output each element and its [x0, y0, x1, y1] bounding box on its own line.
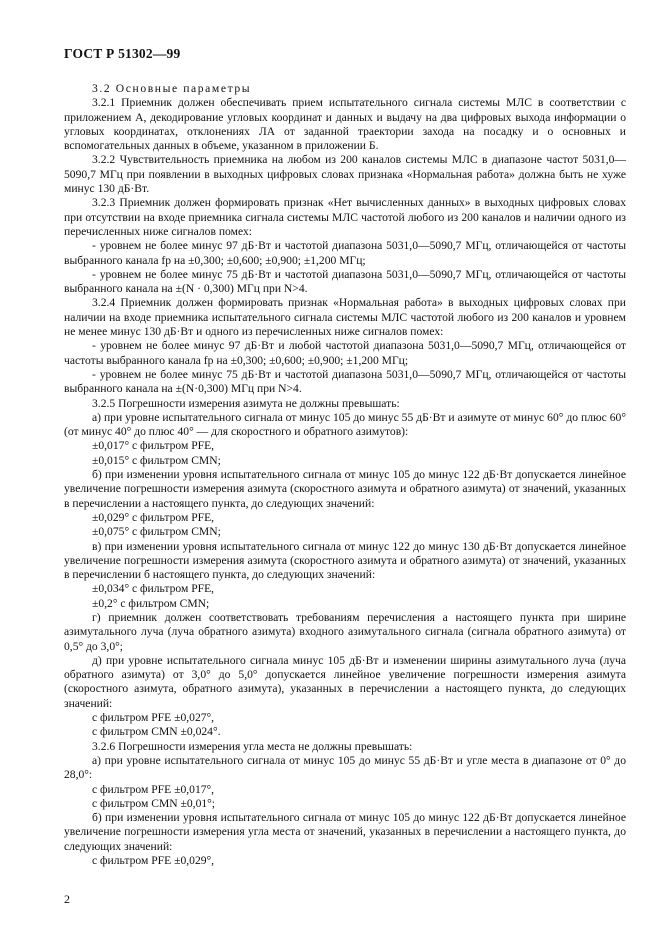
- paragraph: 3.2.6 Погрешности измерения угла места не должны превышать:: [92, 739, 413, 753]
- value-line: с фильтром PFE ±0,027°,: [92, 711, 215, 725]
- page-number: 2: [64, 892, 70, 906]
- list-item: б) при изменении уровня испытательного сигнала от минус 105 до минус 122 дБ·Вт допускается линейное увеличение погрешности измерения азимута (скоростного азимута и обратного азимута) от значений, указанных в перечислении а настоящего пункта, до следующих значений:: [64, 468, 626, 510]
- value-line: ±0,034° с фильтром PFE,: [92, 582, 215, 596]
- value-line: ±0,075° с фильтром CMN;: [92, 525, 221, 539]
- value-line: с фильтром CMN ±0,024°.: [92, 725, 221, 739]
- value-line: ±0,2° с фильтром CMN;: [92, 596, 210, 610]
- list-item: а) при уровне испытательного сигнала от минус 105 до минус 55 дБ·Вт и угле места в диапазоне от 0° до 28,0°:: [64, 753, 626, 782]
- paragraph: 3.2.5 Погрешности измерения азимута не должны превышать:: [92, 396, 400, 410]
- paragraph: 3.2.2 Чувствительность приемника на любом из 200 каналов системы МЛС в диапазоне частот 5031,0—5090,7 МГц при появлении в выходных цифровых словах признака «Нормальная работа» должна быть не хуже минус 130 дБ·Вт.: [64, 153, 626, 196]
- list-item: д) при уровне испытательного сигнала минус 105 дБ·Вт и изменении ширины азимутального луча (луча обратного азимута) от 3,0° до 5,0° допускается линейное увеличение погрешности измерения азимута (скоростного азимута, обратного азимута), указанных в перечислении а настоящего пункта, до следующих значений:: [64, 653, 626, 710]
- page-header: ГОСТ Р 51302—99: [64, 46, 181, 61]
- list-item: г) приемник должен соответствовать требованиям перечисления а настоящего пункта при ширине азимутального луча (луча обратного азимута) входного азимутального сигнала (сигнала обратного азимута) от 0,5° до 3,0°;: [64, 610, 626, 653]
- list-item: а) при уровне испытательного сигнала от минус 105 до минус 55 дБ·Вт и азимуте от минус 60° до плюс 60° (от минус 40° до плюс 40° — для скоростного и обратного азимутов):: [64, 410, 626, 439]
- value-line: с фильтром CMN ±0,01°;: [92, 796, 216, 810]
- value-line: с фильтром PFE ±0,029°,: [92, 854, 215, 868]
- value-line: ±0,017° с фильтром PFE,: [92, 439, 215, 453]
- list-item: - уровнем не более минус 75 дБ·Вт и частотой диапазона 5031,0—5090,7 МГц, отличающейся от частоты выбранного канала на ±(N·0,300) МГц при N>4.: [64, 367, 626, 396]
- paragraph: 3.2.1 Приемник должен обеспечивать прием испытательного сигнала системы МЛС в соответствии с приложением А, декодирование угловых координат и данных и выдачу на два цифровых выхода информации о угловых координатах, отклонениях ЛА от заданной траектории захода на посадку и о основных и вспомогательных данных в объеме, указанном в приложении Б.: [64, 96, 626, 153]
- paragraph: 3.2.4 Приемник должен формировать признак «Нормальная работа» в выходных цифровых словах при наличии на входе приемника испытательного сигнала системы МЛС частотой любого из 200 каналов и уровнем не менее минус 130 дБ·Вт и одного из перечисленных ниже сигналов помех:: [64, 296, 626, 339]
- section-heading: 3.2 Основные параметры: [92, 82, 252, 95]
- list-item: в) при изменении уровня испытательного сигнала от минус 122 до минус 130 дБ·Вт допускается линейное увеличение погрешности измерения азимута (скоростного азимута и обратного азимута) от значений, указанных в перечислении б настоящего пункта, до следующих значений:: [64, 539, 626, 582]
- value-line: ±0,029° с фильтром PFE,: [92, 510, 215, 524]
- list-item: - уровнем не более минус 97 дБ·Вт и частотой диапазона 5031,0—5090,7 МГц, отличающейся от частоты выбранного канала fр на ±0,300; ±0,600; ±0,900; ±1,200 МГц;: [64, 239, 626, 267]
- paragraph: 3.2.3 Приемник должен формировать признак «Нет вычисленных данных» в выходных цифровых словах при отсутствии на входе приемника сигнала системы МЛС частотой любого из 200 каналов и наличии одного из перечисленных ниже сигналов помех:: [64, 196, 626, 238]
- document-body: [64, 82, 626, 868]
- list-item: б) при изменении уровня испытательного сигнала от минус 105 до минус 122 дБ·Вт допускается линейное увеличение погрешности измерения угла места от значений, указанных в перечислении а настоящего пункта, до следующих значений:: [64, 811, 626, 853]
- list-item: - уровнем не более минус 97 дБ·Вт и любой частотой диапазона 5031,0—5090,7 МГц, отличающейся от частоты выбранного канала fр на ±0,300; ±0,600; ±0,900; ±1,200 МГц;: [64, 339, 626, 367]
- value-line: ±0,015° с фильтром CMN;: [92, 453, 221, 467]
- list-item: - уровнем не более минус 75 дБ·Вт и частотой диапазона 5031,0—5090,7 МГц, отличающейся от частоты выбранного канала на ±(N · 0,300) МГц при N>4.: [64, 267, 626, 296]
- value-line: с фильтром PFE ±0,017°,: [92, 782, 215, 796]
